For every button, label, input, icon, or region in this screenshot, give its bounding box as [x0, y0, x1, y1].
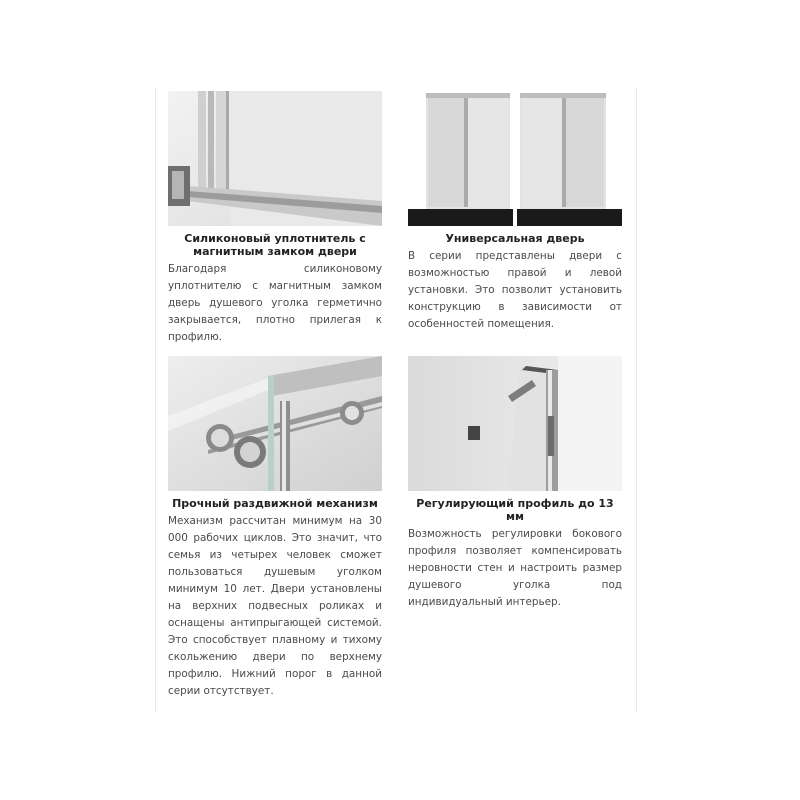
card-description: В серии представлены двери с возможностью правой и левой установки. Это позволит установить конструкцию в зависимости от особенностей помещения.: [408, 250, 622, 330]
card-title: Универсальная дверь: [445, 232, 585, 245]
card-description: Механизм рассчитан минимум на 30 000 рабочих циклов. Это значит, что семья из четырех человек сможет пользоваться душевым уголком минимум 10 лет. Двери установлены на верхних подвесных роликах и оснащены антипрыгающей системой. Это способствует плавному и тихому скольжению двери по верхнему профилю. Нижний порог в данной серии отсутствует.: [168, 515, 382, 697]
card-description: Благодаря силиконовому уплотнителю с магнитным замком дверь душевого уголка герметично закрывается, плотно прилегая к профилю.: [168, 263, 382, 343]
card-title: Регулирующий профиль до 13 мм: [416, 497, 614, 523]
sliding-mechanism-photo: [168, 356, 382, 491]
adjustable-profile-photo: [408, 356, 622, 491]
universal-door-photo: [408, 91, 622, 226]
column-divider-left: [155, 88, 156, 712]
card-title: Силиконовый уплотнитель с магнитным замком двери: [184, 232, 366, 258]
feature-card-adjustable-profile: [408, 356, 622, 611]
column-divider-right: [636, 88, 637, 712]
silicone-seal-photo: [168, 91, 382, 226]
feature-card-sliding-mechanism: [168, 356, 382, 700]
feature-card-universal-door: [408, 91, 622, 333]
feature-card-silicone-seal: [168, 91, 382, 346]
card-title: Прочный раздвижной механизм: [172, 497, 378, 510]
card-description: Возможность регулировки бокового профиля позволяет компенсировать неровности стен и настроить размер душевого уголка под индивидуальный интерьер.: [408, 528, 622, 608]
